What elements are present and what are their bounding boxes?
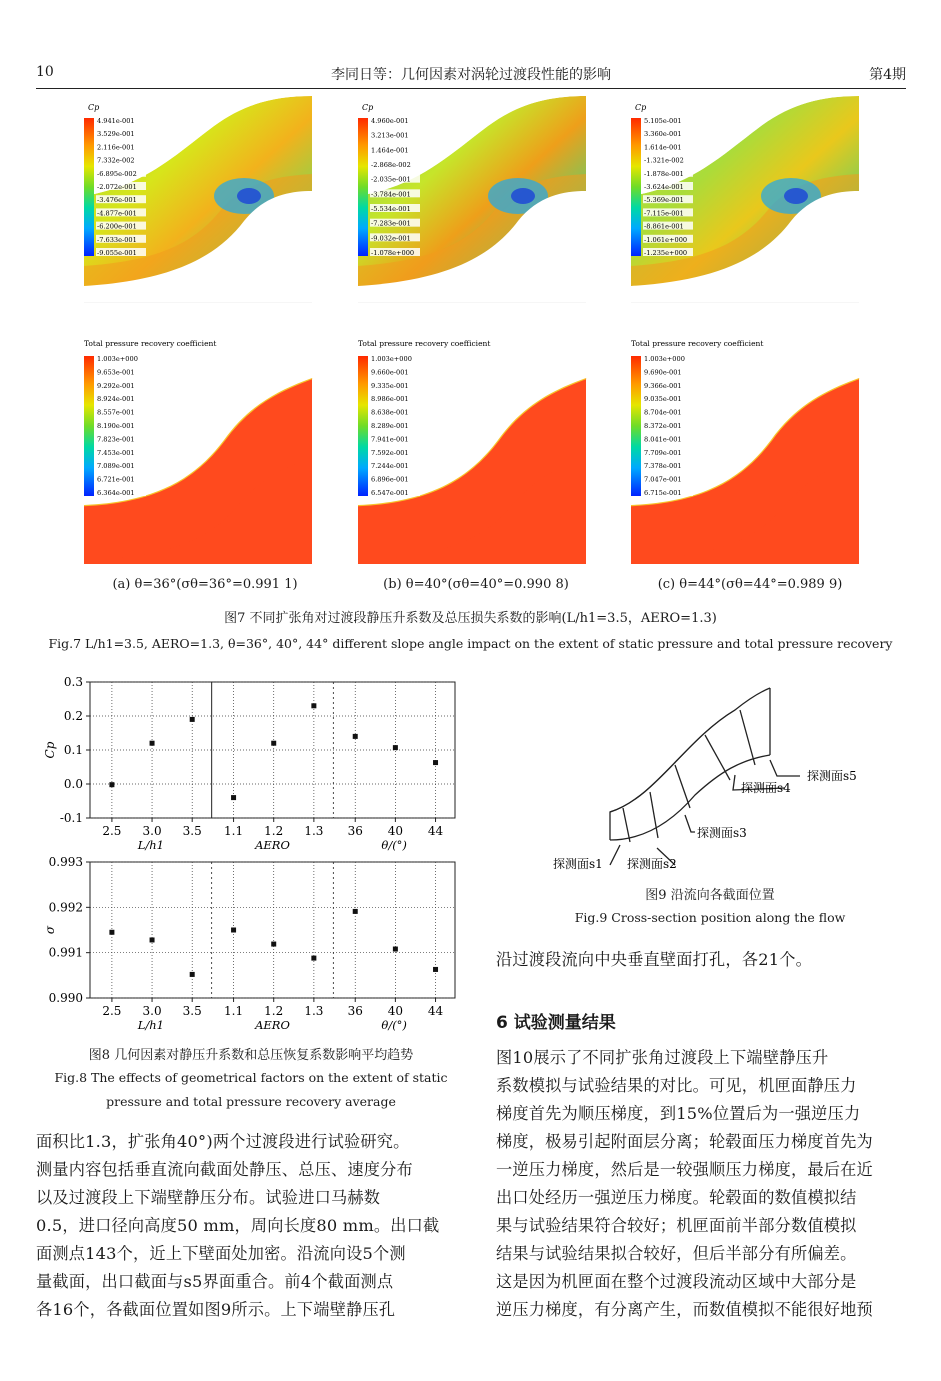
x-tick-label: 36 — [347, 824, 363, 838]
tp-legend-value: 8.638e-001 — [371, 408, 409, 417]
section-title: 6 试验测量结果 — [496, 1013, 616, 1033]
fig7-tp-panel-2 — [631, 339, 859, 564]
tp-legend-value: 8.190e-001 — [97, 422, 135, 430]
text-line: 果与试验结果符合较好；机匣面前半部分数值模拟 — [496, 1216, 857, 1235]
x-tick-label: 1.3 — [304, 824, 324, 838]
fig7-caption-en: Fig.7 L/h1=3.5, AERO=1.3, θ=36°, 40°, 44° different slope angle impact on the extent of static pressure and total pressure recovery — [48, 636, 893, 651]
text-line: 这是因为机匣面在整个过渡段流动区域中大部分是 — [496, 1272, 857, 1291]
cp-legend-value: -1.321e-002 — [644, 156, 684, 165]
tp-legend-value: 8.986e-001 — [371, 395, 409, 404]
text-line: 量截面，出口截面与s5界面重合。前4个截面测点 — [36, 1272, 394, 1291]
data-point — [353, 909, 358, 914]
figure-9 — [545, 680, 885, 880]
tp-legend-value: 9.035e-001 — [644, 395, 682, 404]
tp-legend-value: 7.244e-001 — [371, 462, 409, 471]
label-s1: 探测面s1 — [553, 857, 603, 871]
data-point — [353, 734, 358, 739]
x-tick-label: 44 — [427, 824, 444, 838]
fig7-cp-panel-2 — [631, 96, 859, 326]
cp-legend-value: -1.878e-001 — [644, 169, 684, 178]
cp-legend-value: 3.529e-001 — [97, 130, 135, 139]
x-tick-label: 1.2 — [264, 1004, 284, 1018]
cp-legend-value: -3.784e-001 — [371, 190, 411, 199]
issue-number: 第4期 — [869, 67, 906, 83]
cp-legend-value: 4.960e-001 — [371, 117, 409, 125]
cp-legend-value: 4.941e-001 — [97, 117, 135, 125]
text-line: 测量内容包括垂直流向截面处静压、总压、速度分布 — [36, 1160, 413, 1179]
fig8-caption-en2: pressure and total pressure recovery average — [106, 1094, 396, 1109]
text-line: 各16个，各截面位置如图9所示。上下端壁静压孔 — [36, 1300, 396, 1319]
x-tick-label: 2.5 — [102, 1004, 122, 1018]
tp-legend-value: 7.941e-001 — [371, 435, 409, 444]
cp-label: Cp — [635, 103, 647, 112]
data-point — [271, 741, 276, 746]
tp-label: Total pressure recovery coefficient — [84, 339, 217, 348]
tp-legend-value: 7.378e-001 — [644, 462, 682, 471]
cp-legend-value: -7.283e-001 — [371, 219, 411, 228]
y-axis-label: Cp — [43, 741, 57, 759]
x-axis-label: AERO — [255, 1018, 290, 1032]
tp-legend-value: 7.709e-001 — [644, 448, 682, 457]
s1-leader — [610, 845, 620, 865]
cp-label: Cp — [88, 103, 100, 112]
tp-legend-value: 8.041e-001 — [644, 435, 682, 444]
left-paragraph — [36, 1128, 466, 1324]
x-tick-label: 40 — [387, 1004, 404, 1018]
x-axis-label: L/h1 — [137, 1018, 164, 1032]
station-s3-line — [675, 765, 690, 808]
cp-legend-value: -4.877e-001 — [97, 209, 137, 218]
page-header — [36, 62, 906, 86]
cp-legend-value: -2.072e-001 — [97, 183, 137, 191]
x-tick-label: 3.0 — [142, 1004, 162, 1018]
tp-legend-value: 7.592e-001 — [371, 448, 409, 457]
cp-legend-value: -7.115e-001 — [644, 209, 684, 218]
text-line: 出口处经历一强逆压力梯度。轮毂面的数值模拟结 — [496, 1188, 857, 1207]
cp-legend-value: 1.464e-001 — [371, 146, 409, 155]
cp-legend-value: 7.332e-002 — [97, 156, 135, 165]
text-line: 一逆压力梯度，然后是一较强顺压力梯度，最后在近 — [496, 1160, 873, 1179]
y-tick-label: 0.990 — [48, 991, 83, 1005]
y-tick-label: 0.991 — [48, 945, 83, 960]
y-tick-label: 0.1 — [63, 743, 83, 757]
x-tick-label: 3.5 — [182, 824, 202, 838]
data-point — [231, 928, 236, 933]
s3-leader — [685, 815, 695, 832]
data-point — [190, 717, 195, 722]
data-point — [311, 703, 316, 708]
data-point — [271, 942, 276, 947]
cp-legend-value: -5.534e-001 — [371, 205, 411, 213]
text-line: 逆压力梯度，有分离产生，而数值模拟不能很好地预 — [496, 1300, 873, 1319]
tp-legend-value: 8.924e-001 — [97, 395, 135, 404]
tp-legend-value: 9.335e-001 — [371, 381, 409, 390]
cp-legend-value: 3.213e-001 — [371, 131, 409, 140]
label-s3: 探测面s3 — [697, 826, 747, 840]
y-tick-label: 0.993 — [48, 855, 83, 869]
x-tick-label: 3.0 — [142, 824, 162, 838]
tp-legend-value: 6.896e-001 — [371, 475, 409, 484]
tp-legend-value: 6.364e-001 — [97, 489, 135, 497]
fig9-caption-cn: 图9 沿流向各截面位置 — [645, 888, 775, 903]
data-point — [433, 967, 438, 972]
data-point — [231, 795, 236, 800]
text-line: 面测点143个，近上下壁面处加密。沿流向设5个测 — [36, 1244, 406, 1263]
data-point — [109, 782, 114, 787]
data-point — [150, 741, 155, 746]
fig7-tp-panel-0 — [84, 339, 312, 564]
fig7-cp-panel-0 — [84, 96, 312, 326]
cp-legend-value: 5.105e-001 — [644, 117, 682, 125]
text-line: 系数模拟与试验结果的对比。可见，机匣面静压力 — [496, 1076, 857, 1095]
data-point — [311, 956, 316, 961]
plot-frame — [90, 862, 455, 998]
x-axis-label: θ/(°) — [381, 838, 407, 852]
data-point — [150, 937, 155, 942]
running-title: 李同日等：几何因素对涡轮过渡段性能的影响 — [331, 67, 611, 83]
fig8-caption-en1: Fig.8 The effects of geometrical factors on the extent of static — [54, 1070, 448, 1085]
text-line: 图10展示了不同扩张角过渡段上下端壁静压升 — [496, 1048, 829, 1067]
tp-legend-value: 9.366e-001 — [644, 381, 682, 390]
cp-legend-value: -1.061e+000 — [644, 235, 688, 244]
cp-legend-value: -3.476e-001 — [97, 196, 137, 205]
cp-legend-value: -9.055e-001 — [97, 249, 137, 257]
tp-legend-value: 6.715e-001 — [644, 489, 682, 497]
right-text-line1: 沿过渡段流向中央垂直壁面打孔，各21个。 — [496, 950, 812, 969]
fig8-caption-cn: 图8 几何因素对静压升系数和总压恢复系数影响平均趋势 — [88, 1048, 414, 1063]
x-axis-label: θ/(°) — [381, 1018, 407, 1032]
data-point — [393, 745, 398, 750]
label-s2: 探测面s2 — [627, 857, 677, 871]
tp-legend-value: 1.003e+000 — [97, 355, 138, 363]
y-tick-label: 0.2 — [63, 709, 83, 723]
tp-legend-value: 8.289e-001 — [371, 422, 409, 430]
x-tick-label: 1.1 — [224, 1004, 244, 1018]
y-tick-label: 0.992 — [48, 900, 83, 915]
cp-legend-value: -2.035e-001 — [371, 175, 411, 184]
x-axis-label: AERO — [255, 838, 290, 852]
label-s5: 探测面s5 — [807, 769, 857, 783]
station-s4-line — [705, 735, 730, 780]
cp-legend-value: -2.868e-002 — [371, 161, 411, 169]
s5-leader — [770, 760, 800, 776]
cp-legend-value: -8.861e-001 — [644, 222, 684, 231]
cp-legend-value: -6.895e-002 — [97, 169, 137, 178]
tp-legend-value: 1.003e+000 — [644, 355, 685, 363]
fig7a-caption: (a) θ=36°(σθ=36°=0.991 1) — [112, 577, 298, 592]
tp-label: Total pressure recovery coefficient — [358, 339, 491, 348]
cp-legend-value: -7.633e-001 — [97, 235, 137, 244]
text-line: 以及过渡段上下端壁静压分布。试验进口马赫数 — [36, 1188, 381, 1207]
tp-legend-value: 8.557e-001 — [97, 408, 135, 417]
x-tick-label: 1.1 — [224, 824, 244, 838]
data-point — [190, 972, 195, 977]
x-tick-label: 2.5 — [102, 824, 122, 838]
x-tick-label: 44 — [427, 1004, 444, 1018]
cp-legend-value: 1.614e-001 — [644, 143, 682, 152]
cp-legend-value: -1.235e+000 — [644, 249, 688, 257]
fig7-cp-panel-1 — [358, 96, 586, 326]
cp-legend-value: 2.116e-001 — [97, 143, 135, 152]
x-tick-label: 36 — [347, 1004, 363, 1018]
y-tick-label: -0.1 — [59, 811, 83, 825]
y-tick-label: 0.0 — [63, 777, 83, 791]
x-tick-label: 1.3 — [304, 1004, 324, 1018]
data-point — [433, 760, 438, 765]
figure-8 — [40, 672, 470, 1040]
tp-legend-value: 7.453e-001 — [97, 448, 135, 457]
cp-legend-value: -1.078e+000 — [371, 249, 415, 257]
cp-legend-value: 3.360e-001 — [644, 130, 682, 139]
tp-legend-value: 6.547e-001 — [371, 489, 409, 497]
figure-7 — [0, 92, 941, 572]
tp-legend-value: 8.372e-001 — [644, 422, 682, 430]
y-tick-label: 0.3 — [63, 675, 83, 689]
text-line: 梯度首先为顺压梯度，到15%位置后为一强逆压力 — [496, 1104, 861, 1123]
station-s5-line — [740, 710, 755, 765]
data-point — [109, 930, 114, 935]
text-line: 结果与试验结果拟合较好，但后半部分有所偏差。 — [496, 1244, 857, 1263]
tp-legend-value: 9.292e-001 — [97, 381, 135, 390]
x-tick-label: 3.5 — [182, 1004, 202, 1018]
x-tick-label: 40 — [387, 824, 404, 838]
cp-legend-value: -5.369e-001 — [644, 196, 684, 205]
header-rule — [36, 88, 906, 89]
fig7-caption-cn: 图7 不同扩张角对过渡段静压升系数及总压损失系数的影响(L/h1=3.5，AERO=1.3) — [224, 611, 717, 626]
tp-legend-value: 9.690e-001 — [644, 368, 682, 377]
fig9-caption-en: Fig.9 Cross-section position along the flow — [574, 910, 846, 925]
tp-legend-value: 7.047e-001 — [644, 475, 682, 484]
tp-legend-value: 9.660e-001 — [371, 368, 409, 377]
page-number: 10 — [36, 64, 54, 80]
data-point — [393, 947, 398, 952]
cp-legend-value: -9.032e-001 — [371, 234, 411, 243]
fig7c-caption: (c) θ=44°(σθ=44°=0.989 9) — [657, 577, 843, 592]
tp-legend-value: 9.653e-001 — [97, 368, 135, 377]
y-axis-label: σ — [43, 925, 57, 935]
casing-line — [610, 688, 770, 840]
cp-legend-value: -6.200e-001 — [97, 222, 137, 231]
cp-legend-value: -3.624e-001 — [644, 183, 684, 191]
fig7-tp-panel-1 — [358, 339, 586, 564]
text-line: 0.5，进口径向高度50 mm，周向长度80 mm。出口截 — [36, 1216, 440, 1235]
text-line: 梯度，极易引起附面层分离；轮毂面压力梯度首先为 — [496, 1132, 873, 1151]
tp-legend-value: 7.823e-001 — [97, 435, 135, 444]
tp-label: Total pressure recovery coefficient — [631, 339, 764, 348]
label-s4: 探测面s4 — [741, 781, 791, 795]
text-line: 面积比1.3，扩张角40°)两个过渡段进行试验研究。 — [36, 1132, 410, 1151]
tp-legend-value: 6.721e-001 — [97, 475, 135, 484]
tp-legend-value: 7.089e-001 — [97, 462, 135, 471]
right-paragraph — [496, 1044, 914, 1324]
casing-inner — [610, 710, 735, 812]
x-axis-label: L/h1 — [137, 838, 164, 852]
x-tick-label: 1.2 — [264, 824, 284, 838]
fig7b-caption: (b) θ=40°(σθ=40°=0.990 8) — [383, 577, 569, 592]
tp-legend-value: 1.003e+000 — [371, 355, 412, 363]
station-s1-line — [623, 808, 630, 842]
cp-label: Cp — [362, 103, 374, 112]
tp-legend-value: 8.704e-001 — [644, 408, 682, 417]
